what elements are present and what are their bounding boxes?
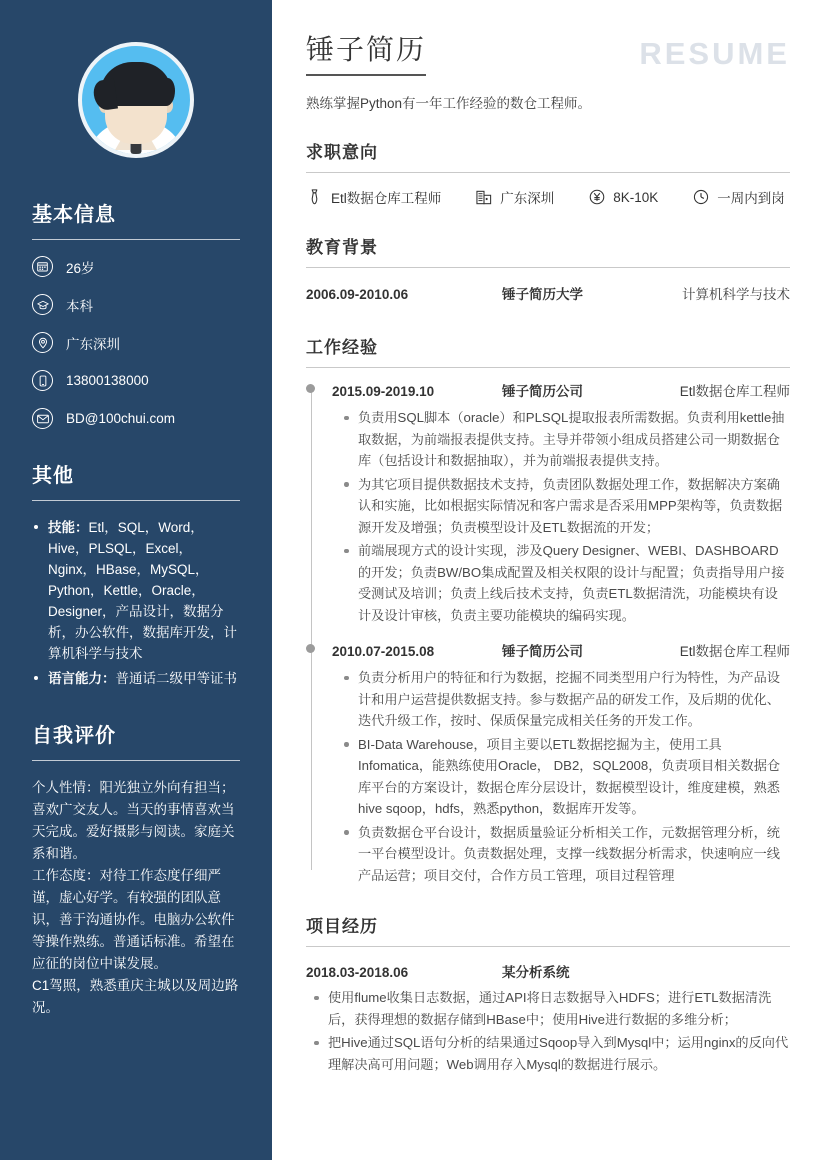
avatar-hair: [100, 62, 172, 106]
list-item: 前端展现方式的设计实现，涉及Query Designer、WEBI、DASHBOARD的开发；负责BW/BO集成配置及相关权限的设计与配置；负责指导用户接受测试及培训；负责上线后技术支持，负责ETL数据清洗，功能模块有设计及设计审核，负责主要功能模块的编码实现。: [358, 540, 790, 626]
tagline: 熟练掌握Python有一年工作经验的数仓工程师。: [306, 96, 592, 111]
education-school: 锤子简历大学: [502, 287, 583, 302]
list-item: 把Hive通过SQL语句分析的结果通过Sqoop导入到Mysql中；运用nginx的反向代理解决高可用问题；Web调用存入Mysql的数据进行展示。: [328, 1032, 790, 1075]
resume-watermark: RESUME: [639, 36, 790, 71]
divider: [32, 500, 240, 501]
job-intention-position: [306, 187, 441, 207]
self-evaluation-paragraph: C1驾照，熟悉重庆主城以及周边路况。: [32, 978, 239, 1015]
education-major: 计算机科学与技术: [682, 287, 790, 302]
skill-list: [32, 517, 240, 689]
skill-value: 普通话二级甲等证书: [115, 671, 237, 686]
contact-item-email: [32, 408, 240, 429]
header-row: [306, 28, 790, 76]
work-entry: [332, 380, 790, 626]
contact-item-location: [32, 332, 240, 353]
job-intention-list: [306, 185, 790, 207]
project-date: 2018.03-2018.06: [306, 965, 409, 980]
work-timeline: [306, 380, 790, 886]
work-experience-section: [306, 333, 790, 886]
skill-label: 语言能力：: [48, 671, 116, 686]
list-item: 为其它项目提供数据技术支持，负责团队数据处理工作，数据解决方案确认和实施，比如根据实际情况和客户需求是否采用MPP架构等，负责数据源开发及增强；负责模型设计及ETL数据流的开发；: [358, 474, 790, 539]
job-intention-city: [475, 187, 554, 207]
contact-value-location: 广东深圳: [66, 336, 120, 352]
timeline-dot-icon: [306, 384, 315, 393]
section-title-projects: 项目经历: [306, 917, 378, 936]
education-entry: [306, 280, 790, 307]
contact-item-age: [32, 256, 240, 277]
sidebar: [0, 0, 272, 1160]
graduation-cap-icon: [32, 294, 53, 315]
page-title: 锤子简历: [306, 28, 426, 76]
job-intention-availability-value: 一周内到岗: [717, 191, 785, 206]
job-intention-city-value: 广东深圳: [500, 191, 555, 206]
office-building-icon: [475, 189, 492, 206]
divider: [32, 239, 240, 240]
work-bullet-list: [332, 407, 790, 626]
divider: [306, 172, 790, 173]
section-title-work-experience: 工作经验: [306, 338, 378, 357]
job-intention-availability: [692, 187, 785, 207]
section-title-job-intention: 求职意向: [306, 143, 378, 162]
yuan-currency-icon: [588, 189, 605, 206]
list-item: [32, 668, 240, 689]
work-entry: [332, 640, 790, 886]
timeline-dot-icon: [306, 644, 315, 653]
list-item: 负责数据仓平台设计，数据质量验证分析相关工作，元数据管理分析，统一平台模型设计。负责数据处理，支撑一线数据分析需求，快速响应一线产品运营；项目交付，合作方员工管理，项目过程管理: [358, 822, 790, 887]
contact-list: [32, 256, 240, 429]
projects-section: [306, 912, 790, 1075]
contact-item-education: [32, 294, 240, 315]
sidebar-basic-info-title: 基本信息: [32, 204, 116, 226]
contact-value-phone: 13800138000: [66, 373, 149, 388]
contact-value-email: BD@100chui.com: [66, 411, 176, 426]
work-role: Etl数据仓库工程师: [679, 644, 790, 659]
calendar-icon: [32, 256, 53, 277]
section-title-education: 教育背景: [306, 238, 378, 257]
self-evaluation-paragraph: 工作态度：对待工作态度仔细严谨，虚心好学。有较强的团队意识，善于沟通协作。电脑办公软件等操作熟练。普通话标准。希望在应征的岗位中谋发展。: [32, 868, 235, 971]
job-intention-salary-value: 8K-10K: [613, 189, 659, 205]
education-date: 2006.09-2010.06: [306, 287, 409, 302]
avatar-container: [0, 0, 272, 164]
necktie-icon: [306, 189, 323, 206]
divider: [32, 760, 240, 761]
list-item: 负责分析用户的特征和行为数据，挖掘不同类型用户行为特性，为产品设计和用户运营提供数据支持。参与数据产品的研发工作，及后期的优化、迭代升级工作，按时、保质保量完成相关任务的开发工作。: [358, 667, 790, 732]
job-intention-position-value: Etl数据仓库工程师: [331, 191, 442, 206]
sidebar-basic-info-section: [0, 198, 272, 429]
work-entry-header: [332, 380, 790, 400]
main-content: [272, 0, 820, 1160]
work-company: 锤子简历公司: [502, 384, 583, 399]
sidebar-other-section: [0, 459, 272, 689]
sidebar-self-evaluation-section: [0, 719, 272, 1019]
list-item: [32, 517, 240, 664]
project-entry-header: [306, 959, 790, 981]
location-pin-icon: [32, 332, 53, 353]
contact-item-phone: [32, 370, 240, 391]
job-intention-salary: [588, 189, 658, 206]
work-company: 锤子简历公司: [502, 644, 583, 659]
skill-value: Etl，SQL，Word，Hive，PLSQL，Excel，Nginx，HBase，MySQL，Python，Kettle，Oracle，Designer，产品设计，数据分析，办公软件，数据库开发，计算机科学与技术: [48, 520, 237, 661]
mobile-phone-icon: [32, 370, 53, 391]
work-date: 2010.07-2015.08: [332, 644, 435, 659]
education-section: [306, 233, 790, 307]
envelope-icon: [32, 408, 53, 429]
divider: [306, 367, 790, 368]
contact-value-age: 26岁: [66, 260, 95, 276]
sidebar-other-title: 其他: [32, 465, 74, 487]
work-date: 2015.09-2019.10: [332, 384, 435, 399]
project-bullet-list: [306, 987, 790, 1075]
sidebar-self-evaluation-title: 自我评价: [32, 725, 116, 747]
divider: [306, 267, 790, 268]
work-role: Etl数据仓库工程师: [679, 384, 790, 399]
work-entry-header: [332, 640, 790, 660]
list-item: BI-Data Warehouse，项目主要以ETL数据挖掘为主，使用工具Infomatica，能熟练使用Oracle， DB2，SQL2008，负责项目相关数据仓库平台的方案设计，数据仓库分层设计，数据模型设计，维度建模，熟悉hive sqoop，hdfs，熟悉python，数据库开发等。: [358, 734, 790, 820]
self-evaluation-paragraph: 个人性情：阳光独立外向有担当；喜欢广交友人。当天的事情喜欢当天完成。爱好摄影与阅读。家庭关系和谐。: [32, 780, 235, 861]
list-item: 负责用SQL脚本（oracle）和PLSQL提取报表所需数据。负责利用kettle抽取数据，为前端报表提供支持。主导并带领小组成员搭建公司一期数据仓库（包括设计和数据抽取），并为前端报表提供支持。: [358, 407, 790, 472]
project-name: 某分析系统: [502, 965, 570, 980]
skill-label: 技能：: [48, 520, 89, 535]
work-bullet-list: [332, 667, 790, 886]
contact-value-education: 本科: [66, 298, 93, 314]
divider: [306, 946, 790, 947]
list-item: 使用flume收集日志数据，通过API将日志数据导入HDFS；进行ETL数据清洗后，获得理想的数据存储到HBase中；使用Hive进行数据的多维分析；: [328, 987, 790, 1030]
clock-icon: [692, 189, 709, 206]
avatar: [78, 42, 194, 158]
job-intention-section: [306, 138, 790, 207]
